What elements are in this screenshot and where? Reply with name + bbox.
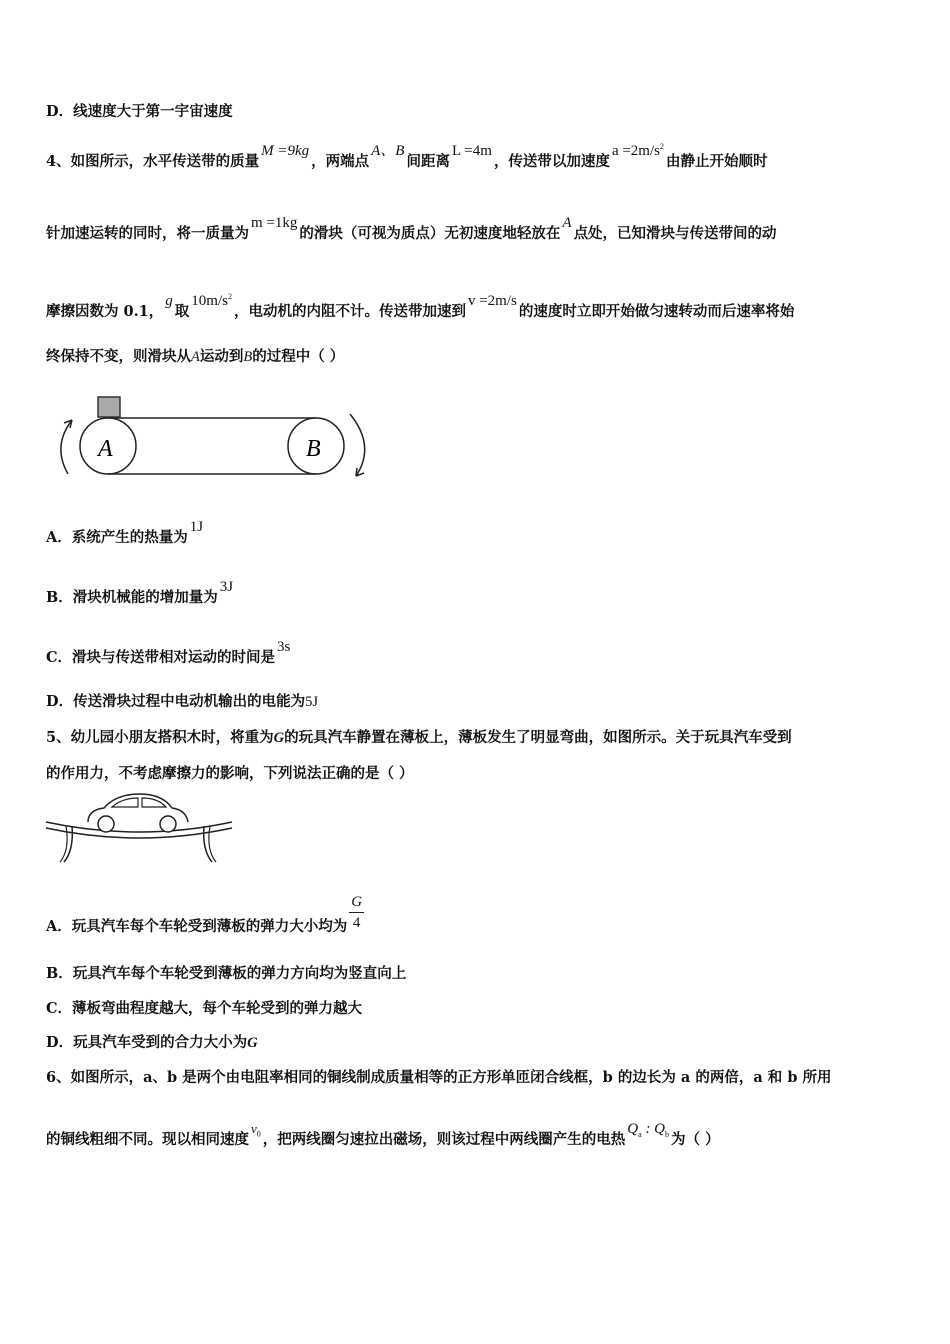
q4-point-A: A — [191, 349, 200, 365]
q4-text: 的过程中（ ） — [252, 348, 345, 365]
q4-g: g — [165, 293, 173, 309]
q4-option-a-value: 1J — [189, 519, 204, 535]
q4-stem-line-2 — [46, 215, 777, 244]
q4-text: 由静止开始顺时 — [665, 153, 768, 170]
q4-text: 取 — [174, 303, 190, 320]
q4-text: ，电动机的内阻不计。传送带加速到 — [233, 303, 466, 320]
q4-point-B: B — [243, 349, 253, 365]
q5-option-d-G: G — [247, 1035, 258, 1051]
q4-velocity: v =2m/s — [467, 293, 517, 309]
q4-stem-line-4 — [46, 347, 344, 367]
q6-heat-ratio: $Q_a$ : $Q_b$ — [627, 1121, 670, 1139]
q4-option-d: D．传送滑块过程中电动机输出的电能为5J — [46, 693, 318, 710]
car-wheel-front — [98, 816, 114, 832]
q6-stem-line-1: 6、如图所示，a、b 是两个由电阻率相同的铜线制成质量相等的正方形单匝闭合线框，b 的边长为 a 的两倍，a 和 b 所用 — [46, 1069, 832, 1086]
q6-velocity-v0: $v_0$ — [251, 1121, 261, 1139]
conveyor-belt-figure — [50, 390, 380, 490]
q5-option-a: A．玩具汽车每个车轮受到薄板的弹力大小均为 $\frac{G}{4}$ — [46, 894, 363, 935]
q4-distance-L: L =4m — [451, 143, 492, 159]
q3-option-d: D．线速度大于第一宇宙速度 — [46, 103, 233, 120]
q5-stem-line-2: 的作用力，不考虑摩擦力的影响，下列说法正确的是（ ） — [46, 765, 414, 782]
q4-points-AB: A、B — [371, 143, 405, 159]
q4-text: 的速度时立即开始做匀速转动而后速率将始 — [518, 303, 795, 320]
rotation-arrow-left — [61, 420, 72, 474]
q4-text: 点处，已知滑块与传送带间的动 — [573, 225, 777, 242]
q4-text: 终保持不变，则滑块从 — [46, 348, 191, 365]
q4-text: 的滑块（可视为质点）无初速度地轻放在 — [299, 225, 561, 242]
q4-g-value: $10m/s^2$ — [191, 292, 232, 309]
q4-option-c-value: 3s — [277, 639, 291, 655]
q5-stem-line-1: 5、幼儿园小朋友搭积木时，将重为G的玩具汽车静置在薄板上，薄板发生了明显弯曲，如图所示。关于玩具汽车受到 — [46, 729, 792, 746]
q4-option-c: C．滑块与传送带相对运动的时间是3s — [46, 639, 291, 666]
q4-option-a: A．系统产生的热量为1J — [46, 519, 204, 546]
q5-option-d: D．玩具汽车受到的合力大小为G — [46, 1034, 258, 1051]
q4-text: 针加速运转的同时，将一质量为 — [46, 225, 249, 242]
q6-stem-line-2: 的铜线粗细不同。现以相同速度$v_0$ ，把两线圈匀速拉出磁场，则该过程中两线圈产生的电热$Q_a$ : $Q_b$ 为（ ） — [46, 1121, 720, 1148]
q4-mass-m: m =1kg — [251, 215, 298, 231]
q4-text: 间距离 — [406, 153, 450, 170]
q4-text: ，两端点 — [311, 153, 370, 170]
q4-text: 运动到 — [199, 348, 244, 365]
q5-fraction-G-over-4: $\frac{G}{4}$ — [351, 894, 363, 931]
q4-stem-line-1 — [46, 142, 768, 172]
car-wheel-rear — [160, 816, 176, 832]
q4-acceleration: $a =2m/s^2$ — [611, 142, 664, 159]
pulley-b-label: B — [306, 436, 321, 462]
q5-option-b: B．玩具汽车每个车轮受到薄板的弹力方向均为竖直向上 — [46, 965, 407, 982]
toy-car-figure — [44, 790, 234, 866]
rotation-arrow-right — [350, 414, 365, 476]
q4-mass-M: M =9kg — [261, 143, 310, 159]
pulley-a-label: A — [98, 436, 113, 462]
q4-text: ，传送带以加速度 — [493, 153, 610, 170]
q5-option-c: C．薄板弯曲程度越大，每个车轮受到的弹力越大 — [46, 1000, 363, 1017]
q5-weight-G: G — [273, 730, 285, 746]
q4-text: 4、如图所示，水平传送带的质量 — [46, 153, 260, 170]
slider-block — [98, 397, 120, 417]
q4-option-b: B．滑块机械能的增加量为3J — [46, 579, 234, 606]
q4-option-b-value: 3J — [219, 579, 234, 595]
q4-text: 摩擦因数为 0.1， — [46, 303, 164, 320]
q4-point-A: A — [562, 215, 572, 231]
q4-stem-line-3 — [46, 292, 795, 322]
q4-option-d-value: 5J — [305, 694, 318, 710]
